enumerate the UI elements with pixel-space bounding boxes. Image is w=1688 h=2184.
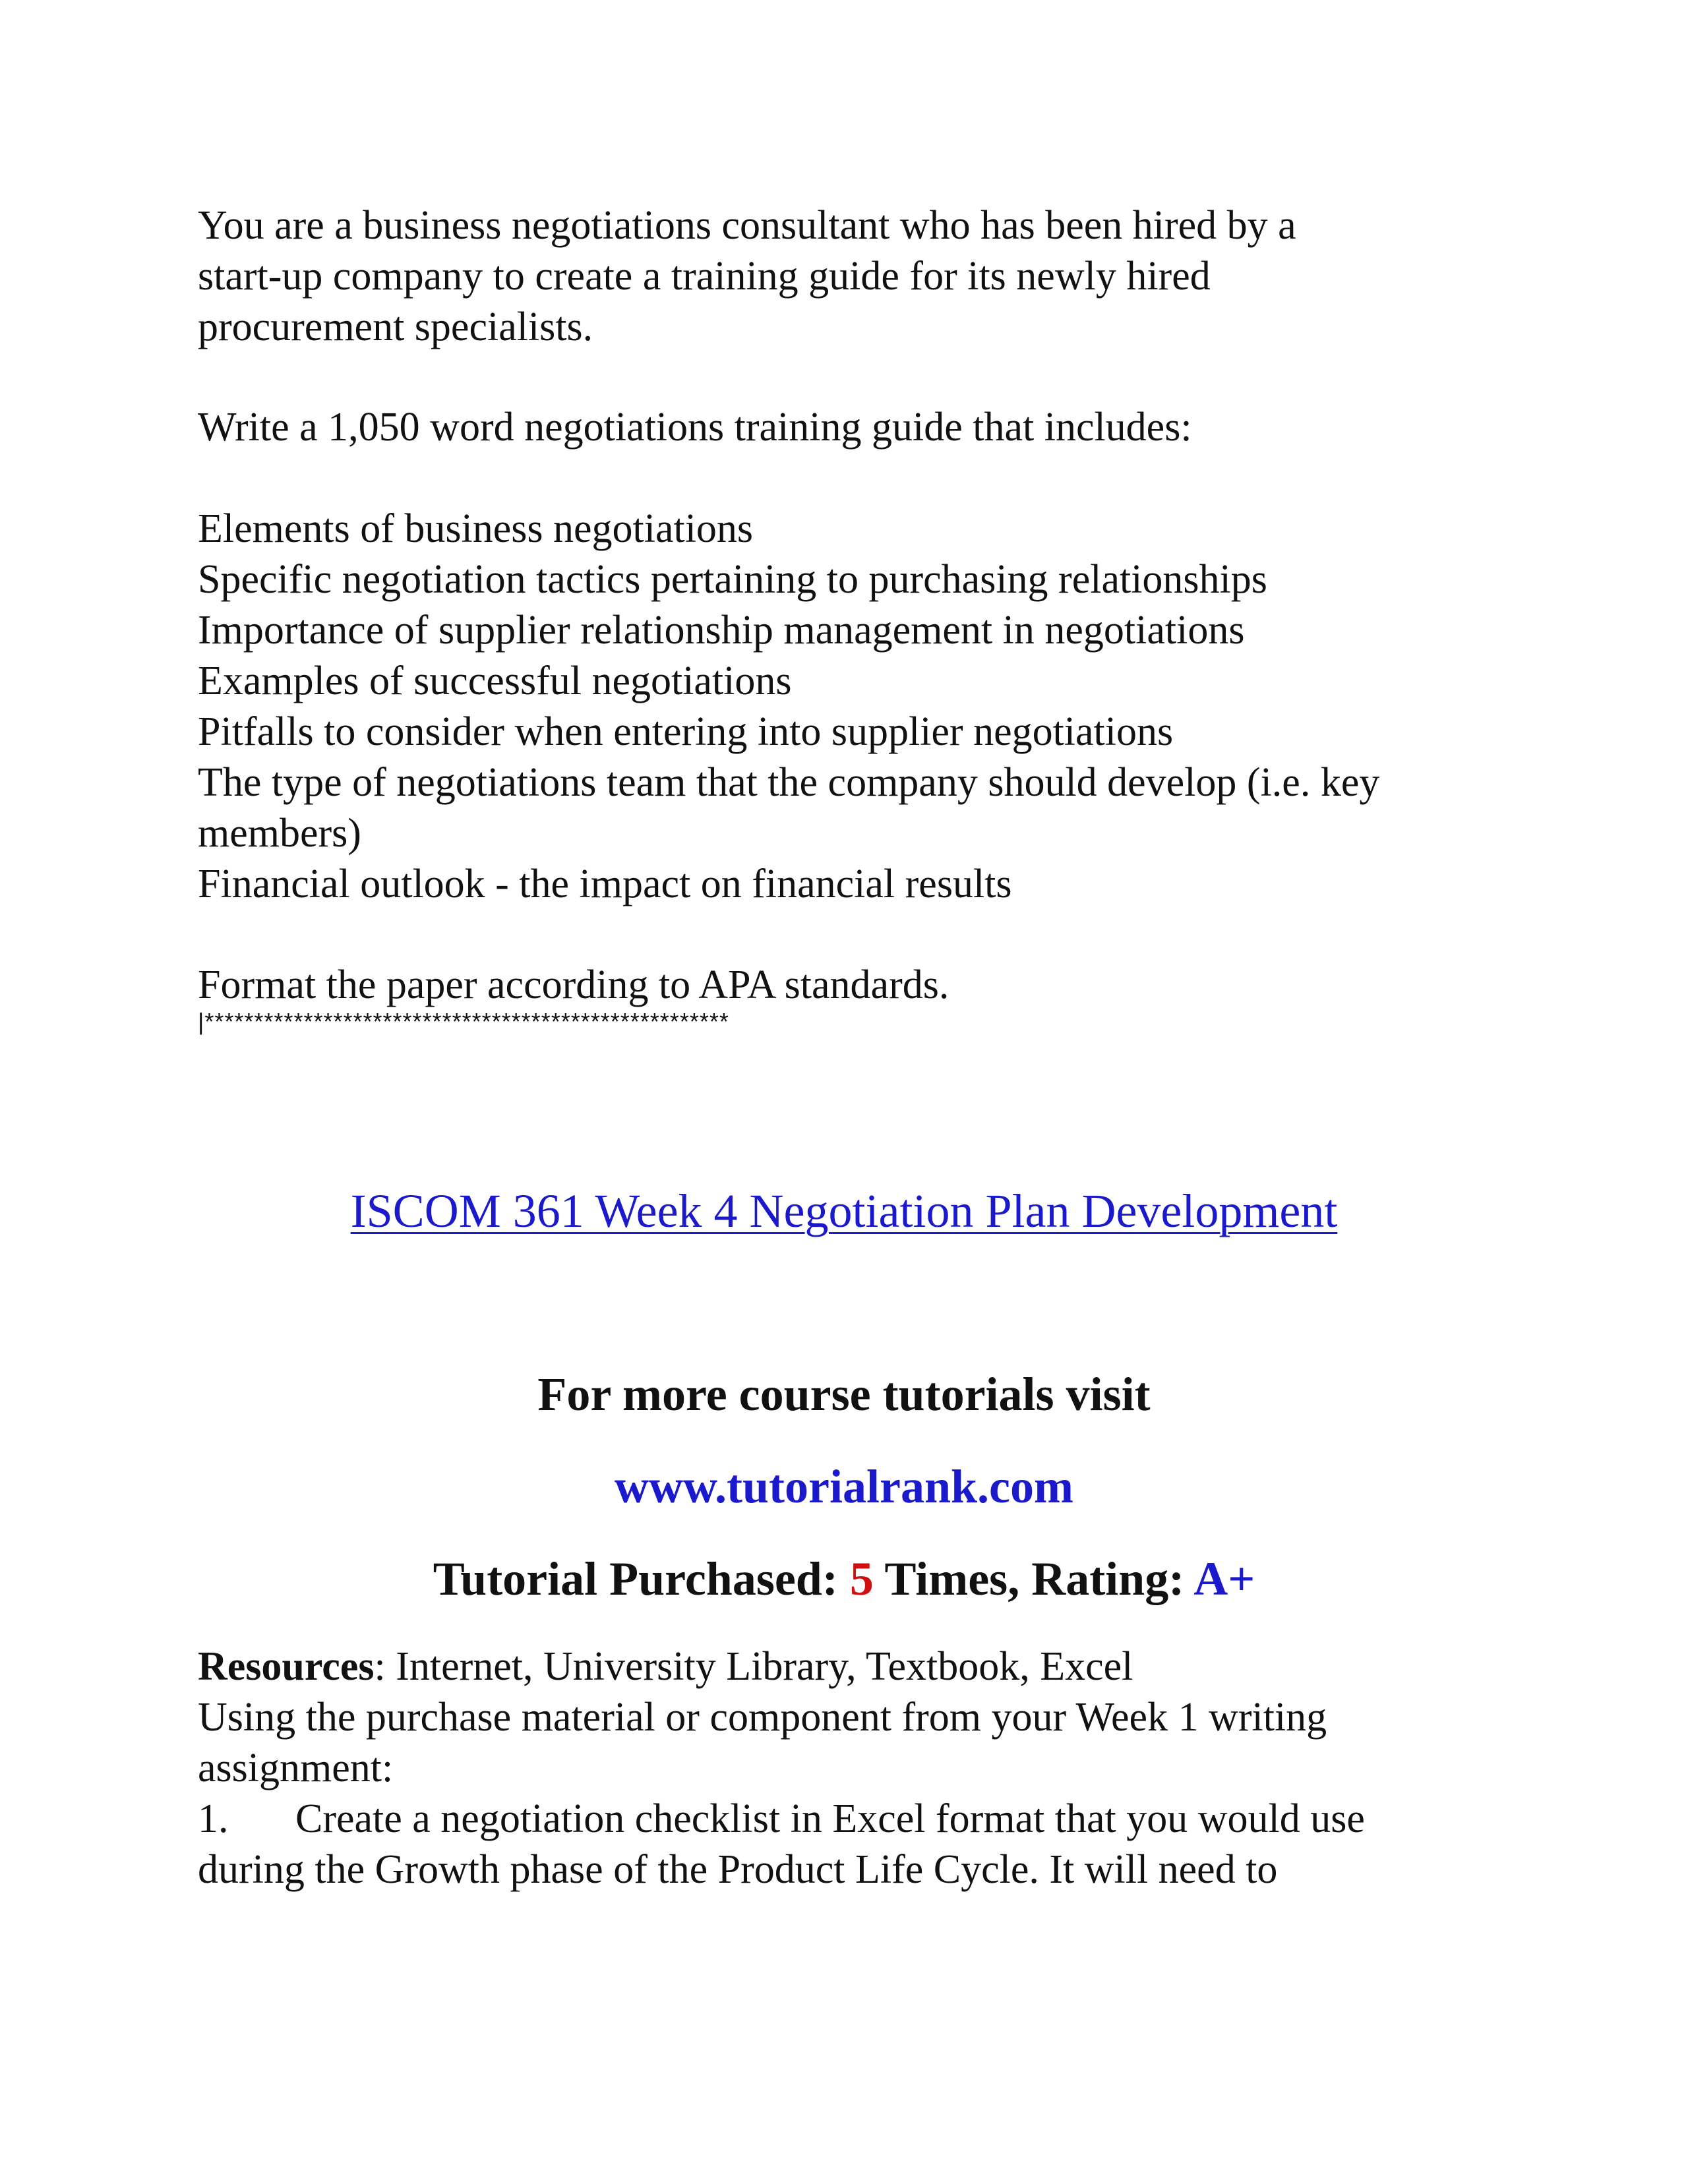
purchase-stats xyxy=(0,1549,1688,1608)
step-line xyxy=(198,1794,1517,1845)
resources-value: : Internet, University Library, Textbook, Excel xyxy=(374,1644,1133,1689)
requirement-item: Pitfalls to consider when entering into supplier negotiations xyxy=(198,709,1174,754)
rating-value: A+ xyxy=(1193,1552,1255,1605)
requirement-item: The type of negotiations team that the company should develop (i.e. key xyxy=(198,760,1380,805)
resources-section xyxy=(198,1641,1517,1895)
requirements-list xyxy=(198,504,1517,910)
instruction-text: Write a 1,050 word negotiations training guide that includes: xyxy=(198,405,1192,450)
resources-body-line: Using the purchase material or component from your Week 1 writing xyxy=(198,1695,1327,1740)
resources-body-line: assignment: xyxy=(198,1746,394,1790)
requirement-item: Financial outlook - the impact on financial results xyxy=(198,862,1012,906)
resources-line xyxy=(198,1641,1517,1692)
format-note xyxy=(198,960,1517,1011)
promo-heading: For more course tutorials visit xyxy=(537,1368,1151,1421)
requirement-item: Specific negotiation tactics pertaining to purchasing relationships xyxy=(198,557,1267,602)
document-title-link[interactable]: ISCOM 361 Week 4 Negotiation Plan Development xyxy=(350,1185,1338,1237)
instruction-paragraph xyxy=(198,402,1517,453)
requirement-item: members) xyxy=(198,811,361,856)
requirement-item: Importance of supplier relationship management in negotiations xyxy=(198,608,1245,653)
step-line-continued: during the Growth phase of the Product Life Cycle. It will need to xyxy=(198,1847,1278,1892)
intro-line: start-up company to create a training guide for its newly hired xyxy=(198,254,1211,299)
stats-prefix: Tutorial Purchased: xyxy=(433,1552,850,1605)
intro-paragraph xyxy=(198,200,1517,353)
requirement-item: Elements of business negotiations xyxy=(198,506,754,551)
asterisk-separator: |***************************************************** xyxy=(198,1008,729,1035)
intro-line: You are a business negotiations consultant who has been hired by a xyxy=(198,203,1296,248)
stats-middle: Times, Rating: xyxy=(873,1552,1194,1605)
step-number: 1. xyxy=(198,1796,229,1841)
promo-url[interactable]: www.tutorialrank.com xyxy=(615,1460,1073,1513)
purchase-count: 5 xyxy=(849,1552,874,1605)
intro-line: procurement specialists. xyxy=(198,305,593,349)
resources-label: Resources xyxy=(198,1644,375,1689)
step-text: Create a negotiation checklist in Excel format that you would use xyxy=(295,1796,1365,1841)
format-note-text: Format the paper according to APA standards. xyxy=(198,962,950,1007)
requirement-item: Examples of successful negotiations xyxy=(198,659,792,703)
document-title-link-wrap xyxy=(0,1181,1688,1241)
